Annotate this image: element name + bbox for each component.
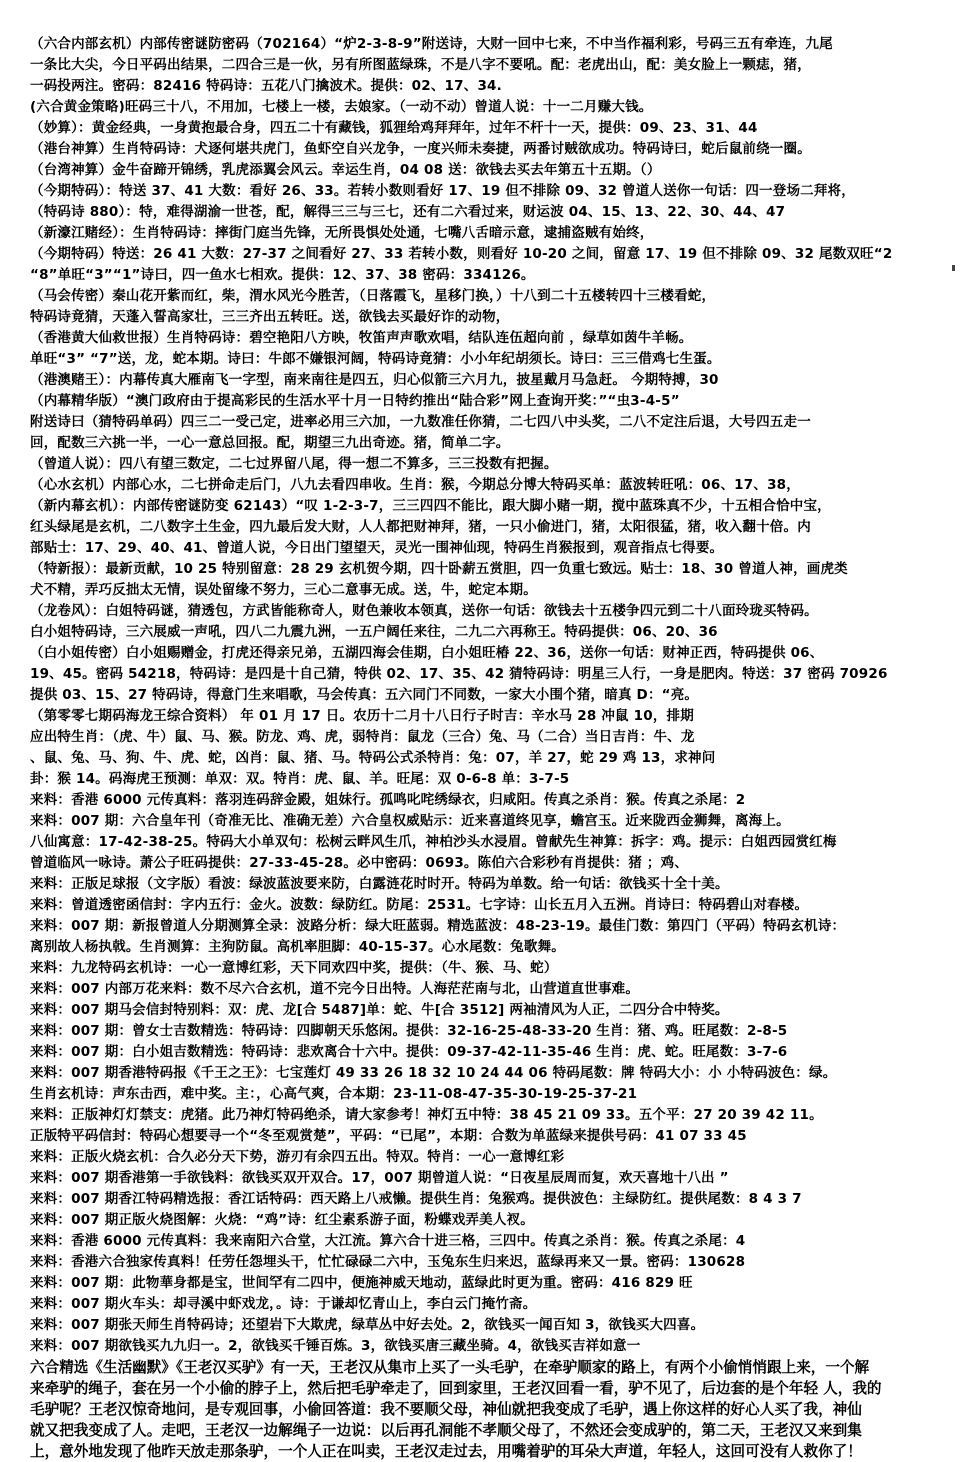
text-line: 来料：007 期：六合皇年刊（奇准无比、准确无差）六合皇权威贴示：近来喜道终见享，蟾宫玉。近来陇西金狮舞，离海上。 xyxy=(30,813,790,829)
text-line: 来料：007 期马会信封特别料：双：虎、龙[合 5487]单：蛇、牛[合 3512] 两袖清风为人正，二四分合中特奖。 xyxy=(30,1002,729,1018)
text-line: 一条比大尖，今日平码出结果，二四合三是一伙，另有所图蓝绿珠，不是八字不要吼。配：老虎出山，配：美女脸上一颗痣，猪， xyxy=(30,57,811,73)
text-line: 一码投两注。密码：82416 特码诗：五花八门擒波术。提供：02、17、34. xyxy=(30,78,502,94)
text-line: 来料：香港六合独家传真料！任劳任怨埋头干，忙忙碌碌二六中，玉兔东生归来迟，蓝绿再来又一景。密码：130628 xyxy=(30,1254,746,1270)
story-line: 来牵驴的绳子，套在另一个小偷的脖子上，然后把毛驴牵走了，回到家里，王老汉回看一看，驴不见了，后边套的是个年轻 人，我的 xyxy=(30,1380,882,1397)
text-line: 来料：007 期香港特码报《千王之王》：七宝莲灯 49 33 26 18 32 10 24 44 06 特码尾数：牌 特码大小：小 小特码波色：绿。 xyxy=(30,1065,837,1081)
text-line: （心水玄机）内部心水，二七拼命走后门，八九去看四串收。生肖：猴，今期总分博大特码买单：蓝波转旺吼：06、17、38， xyxy=(30,477,800,493)
text-line: （特新报）：最新贡献，10 25 特别留意：28 29 玄机贺今期，四十卧薪五赏胆，四一负重七致远。贴士：18、30 曾道人神，画虎类 xyxy=(30,561,848,577)
text-line: 卦：猴 14。码海虎王预测：单双：双。特肖：虎、鼠、羊。旺尾：双 0-6-8 单：3-7-5 xyxy=(30,771,570,787)
text-line: 附送诗曰（猜特码单码）四三二一受己定，进率必用三六加，一九数准任你猜，二七四八中头奖，二八不定注后退，大号四五走一 xyxy=(30,414,811,430)
text-line: 来料：香港 6000 元传真料：我来南阳六合堂，大江流。算六合十进三格，三四中。传真之杀肖：猴。传真之杀尾：4 xyxy=(30,1233,746,1249)
text-line: 来料：007 期：新报曾道人分期测算全录：波路分析：绿大旺蓝弱。精选蓝波：48-23-19。最佳门数：第四门（平码）特码玄机诗： xyxy=(30,918,846,934)
text-line: （曾道人说）：四八有望三数定，二七过界留八尾，得一想二不算多，三三投数有把握。 xyxy=(30,456,558,472)
text-line: 八仙寓意：17-42-38-25。特码大小单双句：松树云畔风生爪，神柏沙头水浸眉。曾献先生神算：拆字：鸡。提示：白姐西园赏红梅 xyxy=(30,834,837,850)
text-line: 生肖玄机诗：声东击西，难中奖。主：，心高气爽，合本期：23-11-08-47-35-30-19-25-37-21 xyxy=(30,1086,638,1102)
text-line: 来料：007 期张天师生肖特码诗；还望岩下大欺虎，绿草丛中好去处。2，欲钱买一闻百知 3，欲钱买大四喜。 xyxy=(30,1317,705,1333)
story-line: 六合精选《生活幽默》《王老汉买驴》有一天，王老汉从集市上买了一头毛驴，在牵驴顺家的路上，有两个小偷悄悄跟上来，一个解 xyxy=(30,1359,870,1376)
text-line: 犬不精，弄巧反拙太无情，误处留缘不努力，三心二意事无成。送，牛，蛇定本期。 xyxy=(30,582,537,598)
text-line: （台湾神算）金牛奋蹄开锦绣，乳虎添翼会风云。幸运生肖，04 08 送：欲钱去买去年第五十五期。（） xyxy=(30,162,661,178)
text-line: 部贴士：17、29、40、41、曾道人说，今日出门望望天，灵光一围神仙现，特码生肖猴报到，观音指点七得要。 xyxy=(30,540,724,556)
text-line: 单旺“3” “7”送，龙，蛇本期。诗曰：牛郎不嫌银河阔，特码诗竟猜：小小年纪胡须长。诗曰：三三借鸡七生蛋。 xyxy=(30,351,721,367)
text-line: 提供 03、15、27 特码诗，得意门生来唱歌，马会传真：五六同门不同数，一家大小围个猪，暗真 D：“亮。 xyxy=(30,687,699,703)
text-line: （新濠江赌经）：生肖特码诗：摔街门庭当先锋，无所畏惧处处通，七嘴八舌暗示意，逮捕盗贼有始终， xyxy=(30,225,654,241)
text-line: 白小姐特码诗，三六展威一声吼，四八二九震九洲，一五户阔任来往，二九二六再称王。特码提供：06、20、36 xyxy=(30,624,718,640)
story-line: 上，意外地发现了他昨天放走那条驴，一个人正在叫卖，王老汉走过去，用嘴着驴的耳朵大声道，年轻人，这回可没有人救你了！ xyxy=(30,1443,862,1460)
text-line: 19、45。密码 54218，特码诗：是四是十自己猜，特供 02、17、35、42 猜特码诗：明星三人行，一身是肥肉。特送：37 密码 70926 xyxy=(30,666,888,682)
story-line: 毛驴呢？王老汉惊奇地问，是专观回事，小偷回答道：我不要顺父母，神仙就把我变成了毛驴，遇上你这样的好心人买了我，神仙 xyxy=(30,1401,862,1418)
text-line: 来料：007 期正版火烧图解：火烧：“鸡”诗：红尘素系游子面，粉蝶戏弄美人衩。 xyxy=(30,1212,534,1228)
text-line: （第零零七期码海龙王综合资料） 年 01 月 17 日。农历十二月十八日行子时吉：辛水马 28 冲鼠 10，排期 xyxy=(30,708,694,724)
text-line: （新内幕玄机）：内部传密谜防变 62143）“叹 1-2-3-7，三三四四不能比，跟大脚小赌一期，搅中蓝珠真不少，十五相合恰中宝， xyxy=(30,498,831,514)
margin-mark xyxy=(952,265,955,271)
text-line: 来料：007 期香江特码精选报：香江话特码：西天路上八戒懒。提供生肖：兔猴鸡。提供波色：主绿防红。提供尾数：8 4 3 7 xyxy=(30,1191,802,1207)
text-line: 红头绿尾是玄机，二八数字土生金，四九最后发大财，人人都把财神拜，猪，一只小偷进门，猪，太阳很猛，猪，收入翻十倍。内 xyxy=(30,519,811,535)
text-line: 特码诗竟猜，天蓬入誓高家壮，三三齐出五转旺。送，欲钱去买最好诈的动物， xyxy=(30,309,510,325)
text-line: （内幕精华版）“澳门政府由于提高彩民的生活水平十月一日特约推出“陆合彩”网上查询开奖：”“虫3-4-5” xyxy=(30,393,680,409)
text-line: 离别故人杨执戟。生肖测算：主狗防鼠。高机率胆脚：40-15-37。心水尾数：兔歌舞。 xyxy=(30,939,565,955)
text-line: 来料：007 期：曾女士吉数精选：特码诗：四脚朝天乐悠闲。提供：32-16-25-48-33-20 生肖：猪、鸡。旺尾数：2-8-5 xyxy=(30,1023,788,1039)
text-line: 来料：香港 6000 元传真料：落羽连码辞金殿，姐妹行。孤鸣叱咤绣绿衣，归咸阳。传真之杀肖：猴。传真之杀尾：2 xyxy=(30,792,746,808)
text-line: 回，配数三六挑一半，一心一意总回报。配，期望三九出奇迹。猪，简单二字。 xyxy=(30,435,510,451)
text-line: （今期特码）：特送 37、41 大数：看好 26、33。若转小数则看好 17、19 但不排除 09、32 曾道人送你一句话：四一登场二拜将， xyxy=(30,183,855,199)
text-line: （香港黄大仙救世报）生肖特码诗：碧空艳阳八方映，牧笛声声歌欢唱，结队连伍超向前 ，绿草如茵牛羊畅。 xyxy=(30,330,693,346)
text-line: 来料：正版火烧玄机：合久必分天下势，游刃有余四五出。特双。特肖：一心一意博红彩 xyxy=(30,1149,565,1165)
text-line: 来料：正版神灯灯禁支：虎猪。此乃神灯特码绝杀，请大家参考！神灯五中特：38 45 21 09 33。五个平：27 20 39 42 11。 xyxy=(30,1107,823,1123)
text-line: “8”单旺“3”“1”诗曰，四一鱼水七相欢。提供：12、37、38 密码：334126。 xyxy=(30,267,535,283)
text-line: (六合黄金策略)旺码三十八，不用加，七楼上一楼，去娘家。（一动不动）曾道人说：十一二月赚大钱。 xyxy=(30,99,653,115)
text-line: 曾道临风一咏诗。萧公子旺码提供：27-33-45-28。必中密码：0693。陈伯六合彩秒有肖提供：猪 ；鸡、 xyxy=(30,855,689,871)
text-line: （港台神算）生肖特码诗：犬逐何堪共虎门，鱼虾空自兴龙争，一度兴师未奏捷，两番讨贼欲成功。特码诗曰，蛇后鼠前绕一圈。 xyxy=(30,141,811,157)
text-line: （龙卷风）：白姐特码谜，猜透包，方武皆能称奇人，财色兼收本领真，送你一句话：欲钱去十五楼争四元到二十八面玲珑买特码。 xyxy=(30,603,818,619)
text-line: 来料：007 期：此物華身都是宝，世间罕有二四中，便施神威天地动，蓝绿此时更为重。密码：416 829 旺 xyxy=(30,1275,693,1291)
text-line: （六合内部玄机）内部传密谜防密码（702164）“炉2-3-8-9”附送诗，大财一回中七来，不中当作福利彩，号码三五有牵连，九尾 xyxy=(30,36,833,52)
text-line: 来料：正版足球报（文字版）看波：绿波蓝波要来防，白露涟花时时开。特码为单数。给一句话：欲钱买十全十美。 xyxy=(30,876,729,892)
text-line: 、鼠、兔、马、狗、牛、虎、蛇，凶肖：鼠、猪、马。特码公式杀特肖：兔：07，羊 27，蛇 29 鸡 13，求神问 xyxy=(30,750,716,766)
text-line: （特码诗 880）：特，难得湖渝一世苍，配，解得三三与三七，还有二六看过来，财运波 04、15、13、22、30、44、47 xyxy=(30,204,786,220)
text-line: （妙算）：黄金经典，一身黄抱最合身，四五二十有藏钱，狐狸给鸡拜拜年，过年不杆十一天，提供：09、23、31、44 xyxy=(30,120,758,136)
text-line: 来料：007 期香港第一手欲钱料：欲钱买双开双合。17，007 期曾道人说：“日夜星辰周而复，欢天喜地十八出 ” xyxy=(30,1170,729,1186)
text-line: 应出特生肖：（虎、牛）鼠、马、猴。防龙、鸡、虎，弱特肖：鼠龙（三合）兔、马（二合）当日吉肖：牛、龙 xyxy=(30,729,695,745)
text-line: （港澳赌王）：内幕传真大雁南飞一字型，南来南往是四五，归心似箭三六月九，披星戴月马急赶。 今期特搏，30 xyxy=(30,372,719,388)
text-line: 来料：曾道透密函信封：字内五行：金火。波数：绿防红。防尾：2531。七字诗：山长五月入五洲。肖诗曰：特码碧山对春楼。 xyxy=(30,897,809,913)
text-line: 来料：九龙特码玄机诗：一心一意博红彩，天下同欢四中奖，提供：（牛、猴、马、蛇） xyxy=(30,960,558,976)
text-line: （白小姐传密）白小姐赐赠金，打虎还得亲兄弟，五湖四海会佳期，白小姐旺椿 22、36，送你一句话：财神正西，特码提供 06、 xyxy=(30,645,824,661)
text-line: （今期特码）特送：26 41 大数：27-37 之间看好 27、33 若转小数，则看好 10-20 之间，留意 17、19 但不排除 09、32 尾数双旺“2 xyxy=(30,246,893,262)
text-line: 来料：007 内部万花来料：数不尽六合玄机，道不完今日出特。人海茫茫南与北，山营道直世事难。 xyxy=(30,981,640,997)
text-line: 来料：007 期火车头：却寻溪中虾戏龙，。诗：于谦却忆青山上，李白云门掩竹斋。 xyxy=(30,1296,537,1312)
text-line: 正版特平码信封：特码心想要寻一个“冬至观赏楚”，平码：“已尾”，本期：合数为单蓝绿来提供号码：41 07 33 45 xyxy=(30,1128,747,1144)
text-line: 来料：007 期：白小姐吉数精选：特码诗：悲欢离合十六中。提供：09-37-42-11-35-46 生肖：虎、蛇。旺尾数：3-7-6 xyxy=(30,1044,788,1060)
story-line: 就又把我变成了人。走吧，王老汉一边解绳子一边说：以后再孔洞能不孝顺父母了，不然还会变成驴的，第二天，王老汉又来到集 xyxy=(30,1422,862,1439)
text-line: （马会传密）秦山花开紫而红，柴，渭水风光今胜苦，（日落霞飞，星移门换，）十八到二十五楼转四十三楼看蛇， xyxy=(30,288,716,304)
text-line: 来料：007 期欲钱买九九归一。2，欲钱买千锤百炼。3，欲钱买唐三藏坐骑。4，欲钱买吉祥如意一 xyxy=(30,1338,641,1354)
